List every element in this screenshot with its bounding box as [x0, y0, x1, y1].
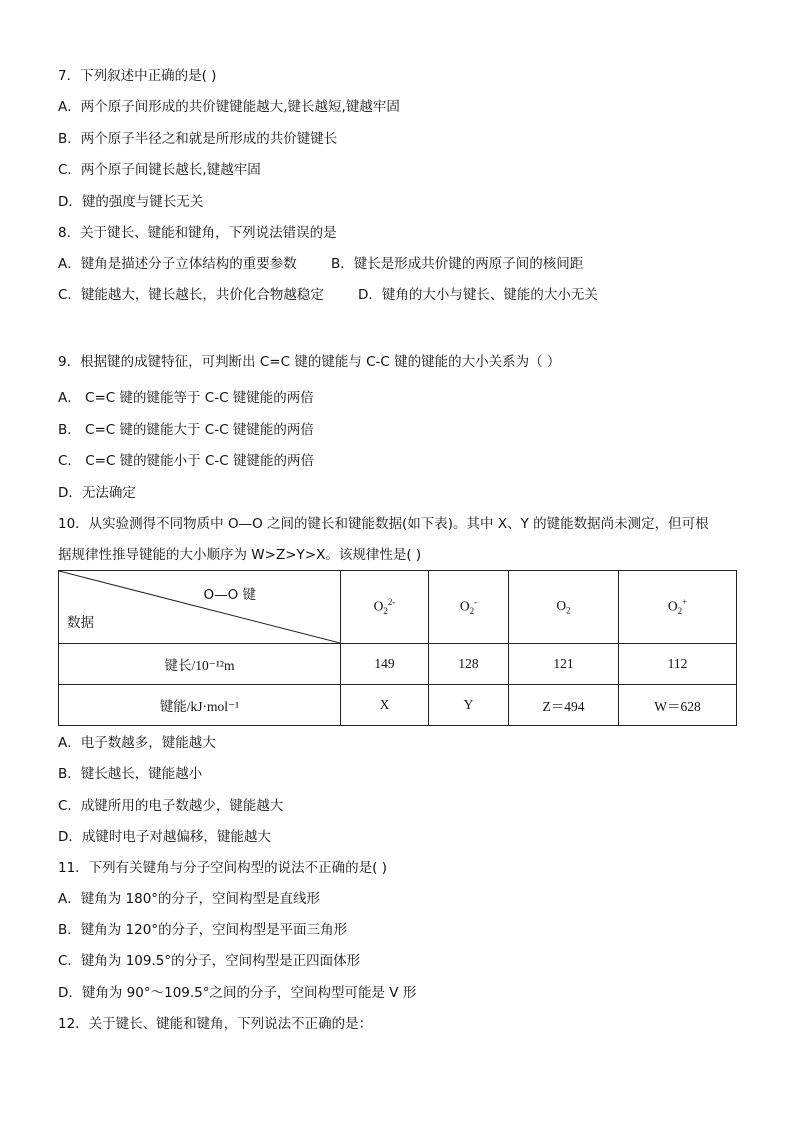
bond-data-table [58, 570, 737, 726]
row-label-bond-length: 键长/10⁻¹²m [59, 644, 341, 685]
table-cell: 149 [341, 644, 429, 685]
q12-stem: 12．关于键长、键能和键角，下列说法不正确的是： [58, 1016, 373, 1032]
q11-option-c: C．键角为 109.5°的分子，空间构型是正四面体形 [58, 953, 361, 969]
q8-option-b: B．键长是形成共价键的两原子间的核间距 [331, 256, 584, 272]
table-row-bond-length [59, 644, 737, 685]
row-label-bond-energy: 键能/kJ·mol⁻¹ [59, 685, 341, 726]
q9-option-b: B． C=C 键的键能大于 C-C 键键能的两倍 [58, 422, 314, 438]
corner-label-bond: O—O 键 [203, 587, 256, 603]
table-row-bond-energy [59, 685, 737, 726]
q9-option-c: C． C=C 键的键能小于 C-C 键键能的两倍 [58, 453, 314, 469]
table-header-row [59, 571, 737, 644]
table-cell: X [341, 685, 429, 726]
q8-option-a: A．键角是描述分子立体结构的重要参数 [58, 256, 297, 272]
q8-stem: 8．关于键长、键能和键角，下列说法错误的是 [58, 225, 337, 241]
species-o2-plus: $O_2^+$ [619, 571, 737, 644]
q10-stem-line1: 10．从实验测得不同物质中 O—O 之间的键长和键能数据(如下表)。其中 X、Y 的键能数据尚未测定，但可根 [58, 516, 709, 532]
q11-option-d: D．键角为 90°～109.5°之间的分子，空间构型可能是 V 形 [58, 985, 417, 1001]
q10-option-d: D．成键时电子对越偏移，键能越大 [58, 829, 271, 845]
q8-option-c: C．键能越大，键长越长，共价化合物越稳定 [58, 287, 324, 303]
q7-option-a: A．两个原子间形成的共价键键能越大,键长越短,键越牢固 [58, 99, 400, 115]
q8-option-d: D．键角的大小与键长、键能的大小无关 [358, 287, 598, 303]
table-cell: 121 [509, 644, 619, 685]
species-o2-minus: $O_2^-$ [429, 571, 509, 644]
q7-stem: 7．下列叙述中正确的是( ) [58, 68, 217, 84]
species-o2: $O_2$ [509, 571, 619, 644]
q10-option-b: B．键长越长，键能越小 [58, 766, 203, 782]
q11-stem: 11．下列有关键角与分子空间构型的说法不正确的是( ) [58, 860, 388, 876]
table-corner-cell [59, 571, 341, 644]
q7-option-d: D．键的强度与键长无关 [58, 194, 204, 210]
q9-option-a: A． C=C 键的键能等于 C-C 键键能的两倍 [58, 390, 314, 406]
q11-option-b: B．键角为 120°的分子，空间构型是平面三角形 [58, 922, 348, 938]
table-cell: W＝628 [619, 685, 737, 726]
table-cell: 128 [429, 644, 509, 685]
corner-label-data: 数据 [67, 615, 94, 631]
diagonal-divider [59, 571, 340, 643]
table-cell: 112 [619, 644, 737, 685]
q10-option-c: C．成键所用的电子数越少，键能越大 [58, 798, 284, 814]
q7-option-b: B．两个原子半径之和就是所形成的共价键键长 [58, 131, 338, 147]
q9-stem: 9．根据键的成键特征，可判断出 C=C 键的键能与 C-C 键的键能的大小关系为（ ） [58, 354, 561, 370]
table-cell: Y [429, 685, 509, 726]
table-cell: Z＝494 [509, 685, 619, 726]
q9-option-d: D．无法确定 [58, 485, 136, 501]
q11-option-a: A．键角为 180°的分子，空间构型是直线形 [58, 891, 321, 907]
species-o2-2minus: $O_2^{2-}$ [341, 571, 429, 644]
q7-option-c: C．两个原子间键长越长,键越牢固 [58, 162, 261, 178]
q10-option-a: A．电子数越多，键能越大 [58, 735, 216, 751]
q10-stem-line2: 据规律性推导键能的大小顺序为 W>Z>Y>X。该规律性是( ) [58, 547, 422, 563]
